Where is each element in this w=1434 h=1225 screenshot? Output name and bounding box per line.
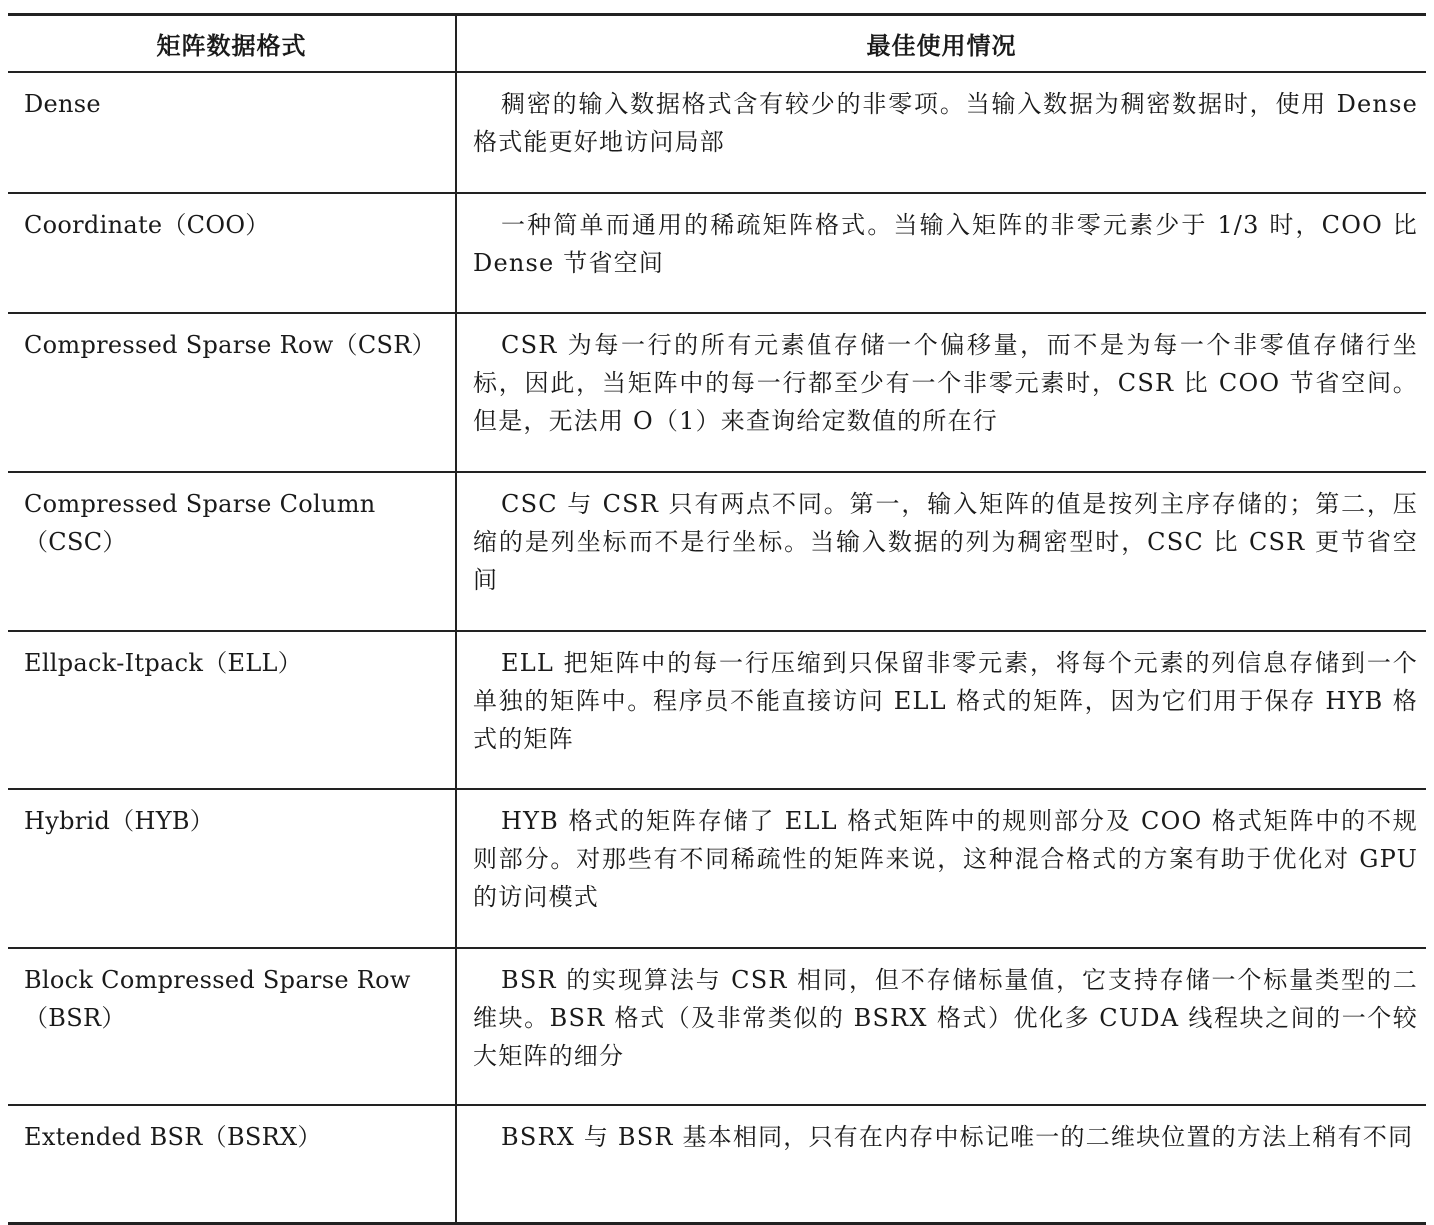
header-format: 矩阵数据格式	[8, 15, 456, 73]
table-row	[8, 631, 1426, 789]
usage-cell: CSC 与 CSR 只有两点不同。第一，输入矩阵的值是按列主序存储的；第二，压缩的是列坐标而不是行坐标。当输入数据的列为稠密型时，CSC 比 CSR 更节省空间	[456, 472, 1426, 631]
header-row	[8, 15, 1426, 73]
table-row	[8, 193, 1426, 313]
format-cell: Compressed Sparse Column（CSC）	[8, 472, 456, 631]
usage-cell: ELL 把矩阵中的每一行压缩到只保留非零元素，将每个元素的列信息存储到一个单独的矩阵中。程序员不能直接访问 ELL 格式的矩阵，因为它们用于保存 HYB 格式的矩阵	[456, 631, 1426, 789]
table-row	[8, 789, 1426, 948]
usage-cell: BSR 的实现算法与 CSR 相同，但不存储标量值，它支持存储一个标量类型的二维块。BSR 格式（及非常类似的 BSRX 格式）优化多 CUDA 线程块之间的一个较大矩阵的细分	[456, 948, 1426, 1105]
table-row	[8, 472, 1426, 631]
table-row	[8, 1105, 1426, 1224]
usage-cell: CSR 为每一行的所有元素值存储一个偏移量，而不是为每一个非零值存储行坐标，因此，当矩阵中的每一行都至少有一个非零元素时，CSR 比 COO 节省空间。但是，无法用 O（1）来查询给定数值的所在行	[456, 313, 1426, 472]
format-cell: Compressed Sparse Row（CSR）	[8, 313, 456, 472]
usage-cell: 稠密的输入数据格式含有较少的非零项。当输入数据为稠密数据时，使用 Dense 格式能更好地访问局部	[456, 72, 1426, 193]
table-row	[8, 948, 1426, 1105]
format-cell: Coordinate（COO）	[8, 193, 456, 313]
sparse-matrix-format-table	[8, 13, 1426, 1225]
format-cell: Ellpack-Itpack（ELL）	[8, 631, 456, 789]
format-cell: Block Compressed Sparse Row（BSR）	[8, 948, 456, 1105]
table-header	[8, 15, 1426, 73]
usage-cell: BSRX 与 BSR 基本相同，只有在内存中标记唯一的二维块位置的方法上稍有不同	[501, 1123, 1414, 1151]
format-cell: Extended BSR（BSRX）	[8, 1105, 456, 1224]
usage-cell: HYB 格式的矩阵存储了 ELL 格式矩阵中的规则部分及 COO 格式矩阵中的不规则部分。对那些有不同稀疏性的矩阵来说，这种混合格式的方案有助于优化对 GPU 的访问模式	[456, 789, 1426, 948]
table-row	[8, 313, 1426, 472]
table-body	[8, 72, 1426, 1224]
usage-cell: 一种简单而通用的稀疏矩阵格式。当输入矩阵的非零元素少于 1/3 时，COO 比 Dense 节省空间	[456, 193, 1426, 313]
header-usage: 最佳使用情况	[456, 15, 1426, 73]
format-cell: Hybrid（HYB）	[8, 789, 456, 948]
format-cell: Dense	[8, 72, 456, 193]
table-row	[8, 72, 1426, 193]
